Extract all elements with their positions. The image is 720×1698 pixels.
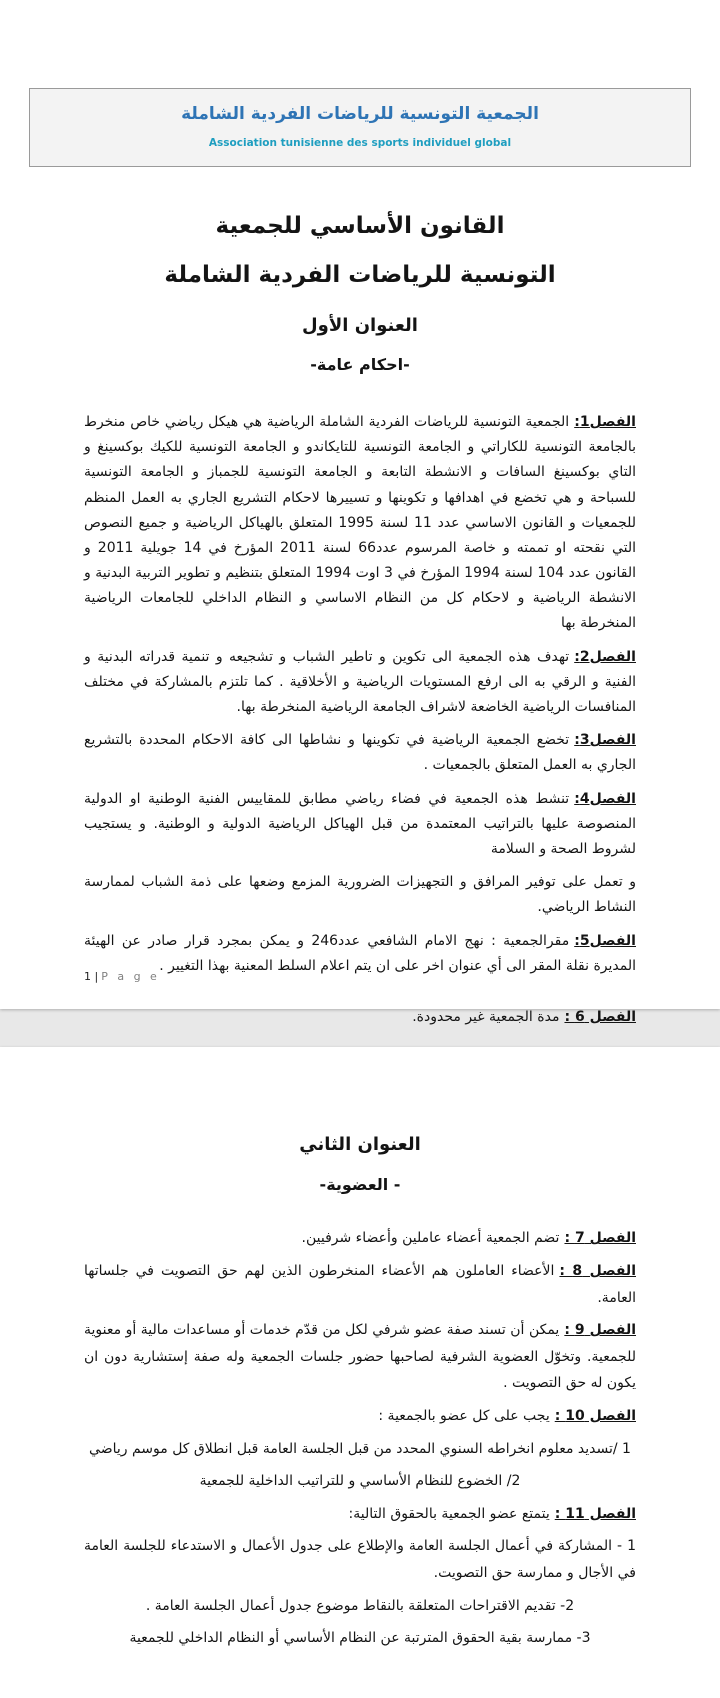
article-fasl-4-continued bbox=[84, 870, 636, 920]
article-fasl-8-label: الفصل 8 : bbox=[559, 1262, 636, 1279]
articles-page-2 bbox=[84, 1225, 636, 1651]
article-fasl-11-item-1 bbox=[84, 1533, 636, 1586]
article-fasl-4-continued-text: و تعمل على توفير المرافق و التجهيزات الضرورية المزمع وضعها على ذمة الشباب لممارسة النشاط الرياضي. bbox=[84, 874, 636, 916]
page-2-content bbox=[84, 1135, 636, 1652]
article-fasl-6 bbox=[84, 1005, 636, 1030]
article-fasl-1-text: الجمعية التونسية للرياضات الفردية الشاملة الرياضية هي هيكل رياضي خاص منخرط بالجامعة التونسية للكاراتي و الجامعة التونسية للتايكاندو و الجامعة التونسية للكيك بوكسينغ و التاي بوكسينغ السافات و الانشطة التابعة و الجامعة التونسية للجمباز و الجامعة التونسية للسباحة و هي تخضع في اهدافها و تكوينها و تسييرها لاحكام التشريع الجاري به العمل المنظم للجمعيات و القانون الاساسي عدد 11 لسنة 1995 المتعلق بالهياكل الرياضية و جميع النصوص التي نقحته او تممته و خاصة المرسوم عدد66 لسنة 2011 المؤرخ في 14 جويلية 2011 و القانون عدد 104 لسنة 1994 المؤرخ في 3 اوت 1994 المتعلق بتنظيم و تطوير التربية البدنية و الانشطة الرياضية و لاحكام كل من النظام الاساسي و النظام الداخلي للجامعات الرياضية المنخرطة بها bbox=[84, 413, 637, 632]
page-number: 1 | bbox=[84, 970, 99, 983]
article-fasl-5-text: مقرالجمعية : نهج الامام الشافعي عدد246 و يمكن بمجرد قرار صادر عن الهيئة المديرة نقلة المقر الى أي عنوان اخر على ان يتم اعلام السلط المعنية بهذا التغيير . bbox=[84, 932, 636, 974]
article-fasl-10-label: الفصل 10 : bbox=[554, 1407, 636, 1424]
article-fasl-10-text: يجب على كل عضو بالجمعية : bbox=[378, 1407, 550, 1424]
section-title-second: العنوان الثاني bbox=[299, 1134, 421, 1155]
article-fasl-4-text: تنشط هذه الجمعية في فضاء رياضي مطابق للمقاييس الفنية الوطنية او الدولية المنصوصة عليها بالتراتيب المعتمدة من قبل الهياكل الرياضية الدولية و الوطنية. و يستجيب لشروط الصحة و السلامة bbox=[84, 790, 636, 857]
article-fasl-5 bbox=[84, 929, 636, 979]
article-fasl-8 bbox=[84, 1258, 636, 1311]
article-fasl-7 bbox=[84, 1225, 636, 1252]
page-1-content bbox=[84, 214, 636, 1030]
section-subtitle-general-provisions: -احكام عامة- bbox=[310, 355, 410, 375]
article-fasl-6-text: مدة الجمعية غير محدودة. bbox=[412, 1008, 560, 1025]
article-fasl-10 bbox=[84, 1403, 636, 1430]
articles-page-1 bbox=[84, 410, 636, 1030]
article-fasl-7-label: الفصل 7 : bbox=[564, 1230, 636, 1247]
article-fasl-1-label: الفصل1: bbox=[574, 413, 636, 430]
page-number-footer bbox=[84, 970, 160, 983]
article-fasl-3-text: تخضع الجمعية الرياضية في تكوينها و نشاطها الى كافة الاحكام المحددة بالتشريع الجاري به العمل المتعلق بالجمعيات . bbox=[84, 732, 636, 774]
article-fasl-9 bbox=[84, 1317, 636, 1397]
article-fasl-7-text: تضم الجمعية أعضاء عاملين وأعضاء شرفيين. bbox=[301, 1230, 560, 1247]
article-fasl-1 bbox=[84, 410, 636, 637]
section-title-first: العنوان الأول bbox=[302, 314, 418, 336]
article-fasl-10-item-2 bbox=[84, 1468, 636, 1495]
doc-title-line-1: القانون الأساسي للجمعية bbox=[215, 213, 505, 239]
article-fasl-4-label: الفصل4: bbox=[574, 790, 636, 807]
article-fasl-10-item-1-text: 1 /تسديد معلوم انخراطه السنوي المحدد من قبل الجلسة العامة قبل انطلاق كل موسم رياضي bbox=[89, 1440, 631, 1457]
article-fasl-10-item-1 bbox=[84, 1436, 636, 1463]
association-header-box bbox=[29, 88, 691, 167]
section-subtitle-membership: - العضوية- bbox=[319, 1174, 401, 1194]
article-fasl-11 bbox=[84, 1501, 636, 1528]
doc-title-line-2: التونسية للرياضات الفردية الشاملة bbox=[164, 262, 556, 289]
article-fasl-2-label: الفصل2: bbox=[574, 648, 636, 665]
article-fasl-3-label: الفصل3: bbox=[574, 732, 636, 749]
page-2 bbox=[0, 1047, 720, 1698]
article-fasl-2 bbox=[84, 645, 636, 721]
article-fasl-11-label: الفصل 11 : bbox=[554, 1505, 636, 1522]
article-fasl-11-item-2 bbox=[84, 1593, 636, 1620]
article-fasl-9-text: يمكن أن تسند صفة عضو شرفي لكل من قدّم خدمات أو مساعدات مالية أو معنوية للجمعية. وتخوّل العضوية الشرفية لصاحبها حضور جلسات الجمعية وله صفة إستشارية دون ان يكون له حق التصويت . bbox=[84, 1322, 636, 1392]
article-fasl-4 bbox=[84, 787, 636, 863]
association-title-french: Association tunisienne des sports individuel global bbox=[208, 137, 512, 149]
page-word: P a g e bbox=[101, 970, 160, 983]
article-fasl-3 bbox=[84, 728, 636, 778]
article-fasl-6-label: الفصل 6 : bbox=[564, 1008, 636, 1025]
article-fasl-11-item-2-text: 2- تقديم الاقتراحات المتعلقة بالنقاط موضوع جدول أعمال الجلسة العامة . bbox=[145, 1597, 575, 1614]
article-fasl-9-label: الفصل 9 : bbox=[564, 1322, 637, 1339]
article-fasl-8-text: الأعضاء العاملون هم الأعضاء المنخرطون الذين لهم حق التصويت في جلساتها العامة. bbox=[84, 1262, 636, 1306]
article-fasl-11-text: يتمتع عضو الجمعية بالحقوق التالية: bbox=[348, 1505, 550, 1522]
article-fasl-5-label: الفصل5: bbox=[574, 932, 636, 949]
article-fasl-11-item-3-text: 3- ممارسة بقية الحقوق المترتبة عن النظام الأساسي أو النظام الداخلي للجمعية bbox=[129, 1630, 591, 1647]
association-title-arabic: الجمعية التونسية للرياضات الفردية الشاملة bbox=[181, 104, 539, 124]
article-fasl-11-item-3 bbox=[84, 1625, 636, 1652]
article-fasl-2-text: تهدف هذه الجمعية الى تكوين و تاطير الشباب و تشجيعه و تنمية قدراته البدنية و الفنية و الرقي به الى ارفع المستويات الرياضية و الأخلاقية . كما تلتزم بالمشاركة في مختلف المنافسات الرياضية الخاضعة لاشراف الجامعة الرياضية المنخرطة بها. bbox=[84, 648, 636, 716]
article-fasl-11-item-1-text: 1 - المشاركة في أعمال الجلسة العامة والإطلاع على جدول الأعمال و الاستدعاء للجلسة العامة في الأجال و ممارسة حق التصويت. bbox=[84, 1538, 636, 1581]
article-fasl-10-item-2-text: 2/ الخضوع للنظام الأساسي و للتراتيب الداخلية للجمعية bbox=[199, 1473, 521, 1490]
